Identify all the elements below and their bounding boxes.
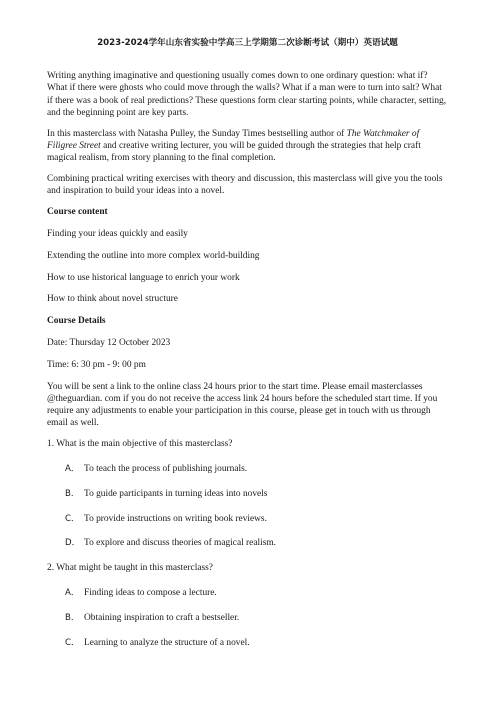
question-2: 2. What might be taught in this masterclass? — [47, 563, 213, 574]
option-text: Obtaining inspiration to craft a bestseller. — [84, 612, 240, 623]
option-label: B． — [65, 612, 80, 623]
option-label: A． — [65, 464, 80, 475]
question-2-option-c — [47, 637, 448, 649]
course-content-item: How to use historical language to enrich your work — [47, 272, 240, 283]
paragraph-intro: Writing anything imaginative and questioning usually comes down to one ordinary question: what if? What if there were ghosts who could move through the walls? What if a man were to turn into salt? What if there was a book of real predictions? These questions form clear starting points, while character, setting, and the beginning point are key parts. — [47, 71, 447, 118]
paragraph-masterclass — [47, 128, 448, 165]
course-content-item: Finding your ideas quickly and easily — [47, 228, 188, 239]
question-1-option-a — [47, 463, 448, 475]
paragraph-masterclass-part1: In this masterclass with Natasha Pulley, the Sunday Times bestselling author of — [47, 128, 347, 139]
course-time: Time: 6: 30 pm - 9: 00 pm — [47, 359, 146, 370]
option-text: To explore and discuss theories of magical realism. — [84, 538, 276, 549]
book-title: The Watchmaker of Filigree Street — [47, 128, 420, 151]
question-1: 1. What is the main objective of this masterclass? — [47, 439, 233, 450]
question-1-option-b — [47, 488, 448, 500]
paragraph-masterclass-part2: and creative writing lecturer, you will be guided through the strategies that help craft magical realism, from story planning to the final completion. — [47, 140, 421, 164]
page-title: 2023-2024学年山东省实验中学高三上学期第二次诊断考试（期中）英语试题 — [97, 38, 398, 48]
paragraph-notice: You will be sent a link to the online class 24 hours prior to the start time. Please email masterclasses @theguardian. com if you do not receive the access link 24 hours before the scheduled start time. If you require any adjustments to enable your participation in this course, please get in touch with us through email as well. — [47, 381, 438, 429]
option-text: Learning to analyze the structure of a novel. — [84, 637, 250, 648]
option-text: Finding ideas to compose a lecture. — [84, 588, 217, 599]
option-label: D． — [65, 538, 81, 549]
option-label: A． — [65, 588, 80, 599]
course-date: Date: Thursday 12 October 2023 — [47, 337, 171, 348]
course-content-item: Extending the outline into more complex world-building — [47, 250, 260, 261]
option-label: C． — [65, 513, 80, 524]
question-2-option-b — [47, 612, 448, 624]
option-label: B． — [65, 488, 80, 499]
course-details-heading: Course Details — [47, 316, 106, 327]
option-label: C． — [65, 637, 80, 648]
option-text: To guide participants in turning ideas into novels — [84, 488, 268, 499]
option-text: To teach the process of publishing journals. — [84, 464, 248, 475]
course-content-item: How to think about novel structure — [47, 294, 178, 305]
course-content-heading: Course content — [47, 207, 108, 218]
question-1-option-c — [47, 513, 448, 525]
option-text: To provide instructions on writing book reviews. — [84, 513, 267, 524]
question-2-option-a — [47, 587, 448, 599]
paragraph-combining: Combining practical writing exercises with theory and discussion, this masterclass will give you the tools and inspiration to build your ideas into a novel. — [47, 174, 443, 197]
question-1-option-d — [47, 537, 448, 549]
